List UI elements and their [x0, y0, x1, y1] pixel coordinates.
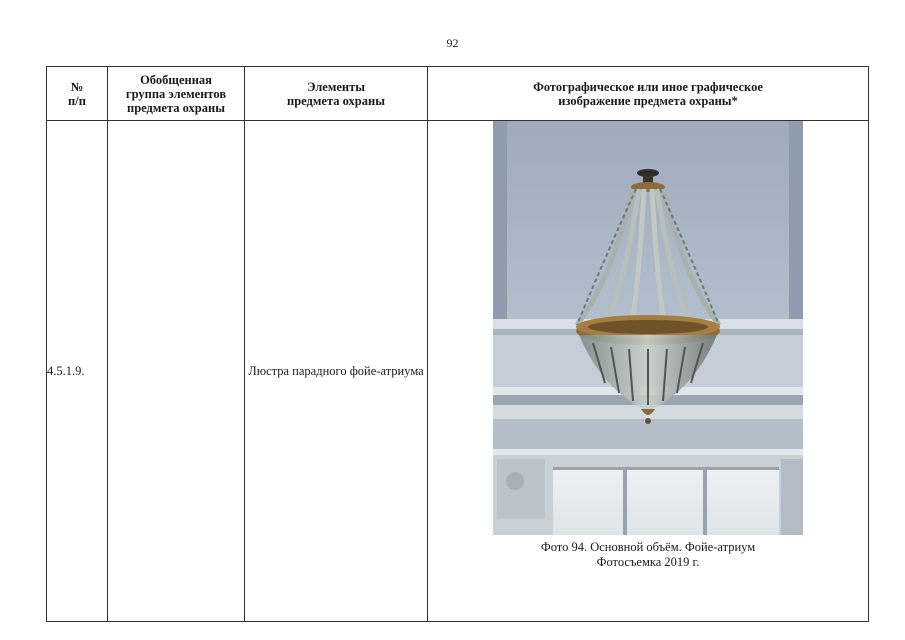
header-number: № п/п: [47, 67, 108, 121]
header-group: Обобщенная группа элементов предмета охраны: [108, 67, 245, 121]
page-number: 92: [446, 36, 459, 50]
table-header-row: [47, 67, 869, 121]
header-elements: Элементы предмета охраны: [245, 67, 428, 121]
chandelier-photo: [493, 121, 803, 535]
row-number: 4.5.1.9.: [47, 121, 108, 622]
row-photo-cell: [428, 121, 869, 622]
row-group: [108, 121, 245, 622]
photo-caption: Фото 94. Основной объём. Фойе-атриум Фотосъемка 2019 г.: [540, 540, 756, 569]
row-element: Люстра парадного фойе-атриума: [245, 121, 428, 622]
table-row: [47, 121, 869, 622]
header-image: Фотографическое или иное графическое изображение предмета охраны*: [428, 67, 869, 121]
heritage-elements-table: [46, 66, 869, 622]
